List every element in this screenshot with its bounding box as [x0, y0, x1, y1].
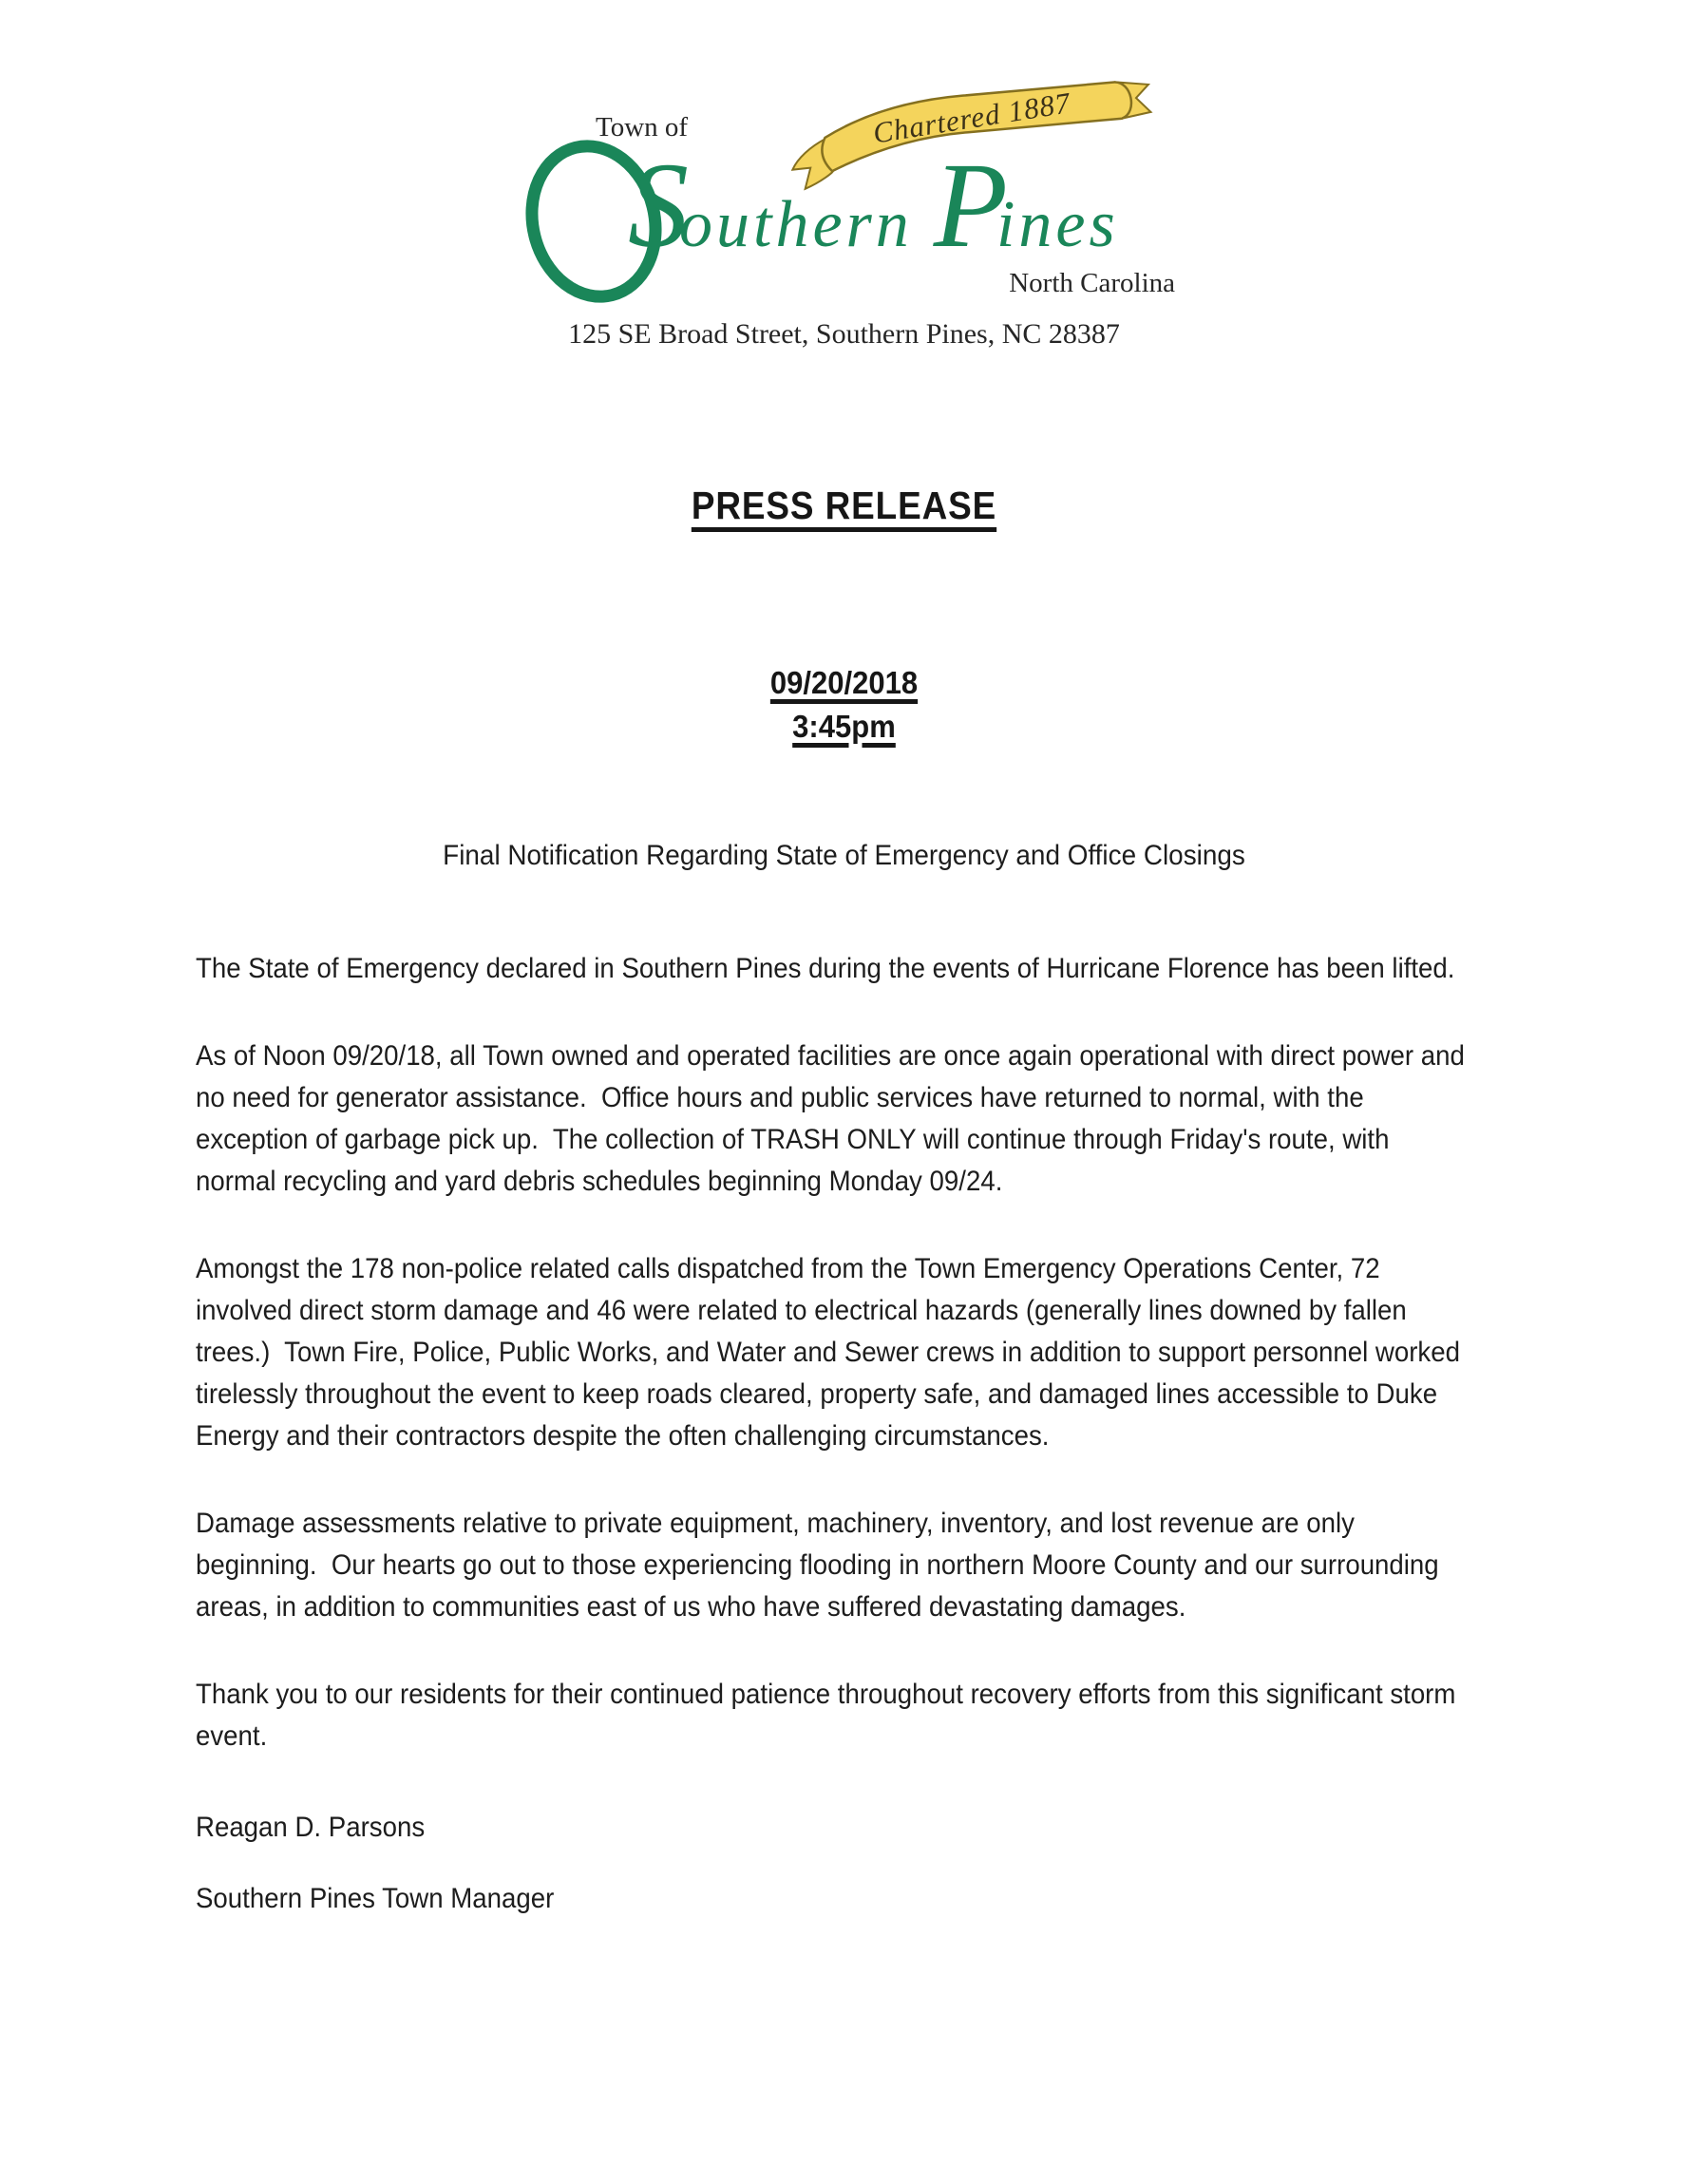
signature-name: Reagan D. Parsons [196, 1812, 426, 1843]
body-text [0, 948, 1688, 1757]
town-logo-graphic [512, 71, 1177, 311]
paragraph-dispatch-stats: Amongst the 178 non-police related calls dispatched from the Town Emergency Operations Center, 72 involved direct storm damage and 46 were related to electrical hazards (generally lines downed by fallen trees.) Town Fire, Police, Public Works, and Water and Sewer crews in addition to support personnel worked tirelessly throughout the event to keep roads cleared, property safe, and damaged lines accessible to Duke Energy and their contractors despite the often challenging circumstances. [196, 1253, 1468, 1452]
wordmark-initial-s: S [627, 138, 689, 273]
wordmark-pines-rest: ines [996, 188, 1119, 261]
paragraph-emergency-lifted: The State of Emergency declared in Southern Pines during the events of Hurricane Florence has been lifted. [196, 953, 1455, 984]
logo-wordmark [628, 138, 1119, 273]
release-time: 3:45pm [792, 709, 896, 744]
wordmark-initial-p: P [933, 138, 1008, 273]
date-time-block [50, 661, 1637, 749]
subject-line: Final Notification Regarding State of Emergency and Office Closings [443, 840, 1245, 871]
signature-block [0, 1807, 1688, 1920]
town-of-label: Town of [595, 112, 688, 142]
banner-label: Chartered 1887 [870, 85, 1073, 150]
signature-title: Southern Pines Town Manager [196, 1883, 555, 1914]
wordmark-southern-rest: outhern [678, 188, 913, 261]
paragraph-facilities-operational: As of Noon 09/20/18, all Town owned and operated facilities are once again operational with direct power and no need for generator assistance. Office hours and public services have returned to normal, with the exception of garbage pick up. The collection of TRASH ONLY will continue through Friday's route, with normal recycling and yard debris schedules beginning Monday 09/24. [196, 1040, 1472, 1197]
town-logo [512, 71, 1177, 311]
release-date: 09/20/2018 [769, 665, 919, 700]
press-release-title: PRESS RELEASE [691, 484, 997, 527]
address-line: 125 SE Broad Street, Southern Pines, NC 28387 [568, 318, 1120, 350]
state-label: North Carolina [1008, 268, 1175, 298]
paragraph-damage-assessments: Damage assessments relative to private equipment, machinery, inventory, and lost revenue are only beginning. Our hearts go out to those experiencing flooding in northern Moore County and our surrounding areas, in addition to communities east of us who have suffered devastating damages. [196, 1508, 1447, 1623]
paragraph-thank-you: Thank you to our residents for their continued patience throughout recovery efforts from this significant storm event. [196, 1679, 1464, 1752]
